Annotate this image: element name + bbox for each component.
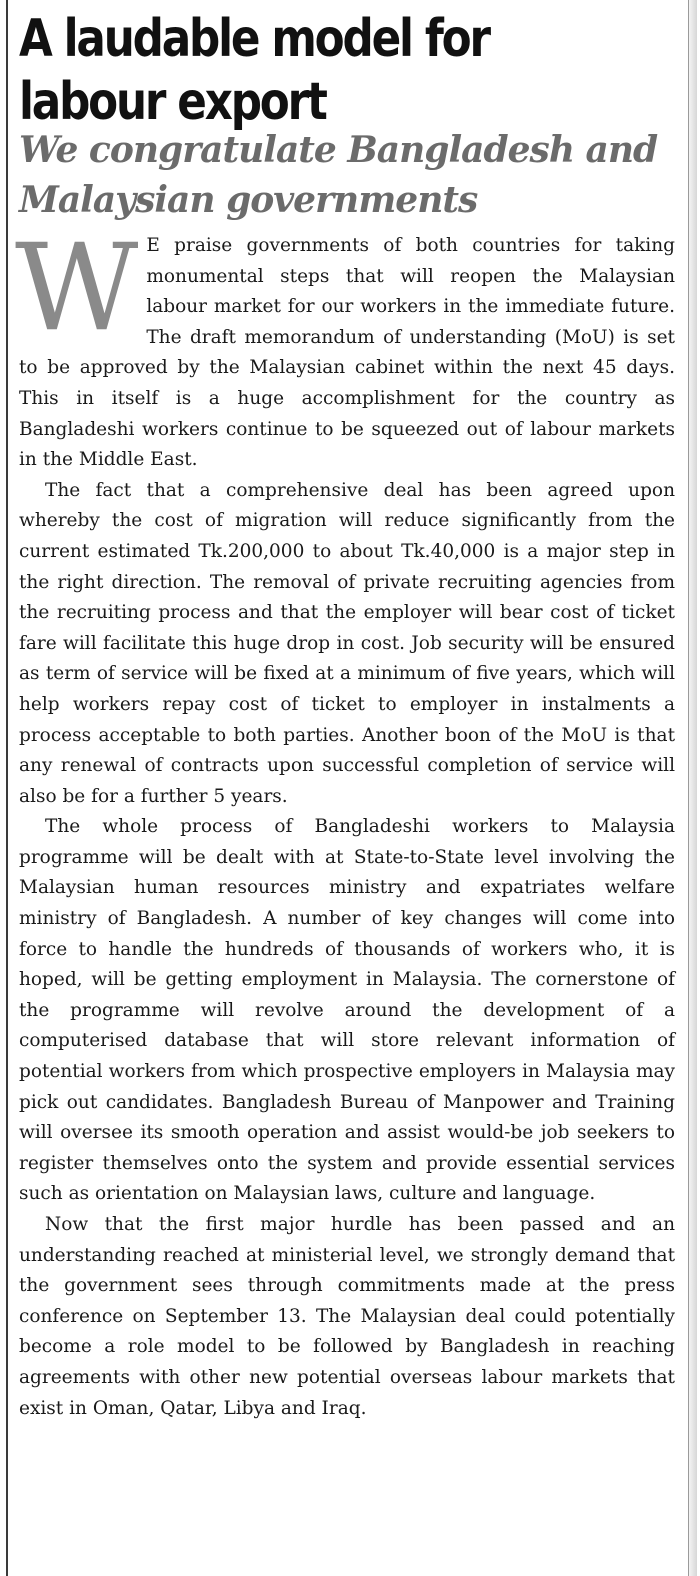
editorial-article xyxy=(15,8,675,1424)
article-headline xyxy=(19,8,489,134)
paragraph-1 xyxy=(15,219,675,476)
article-body xyxy=(15,219,675,1424)
subhead-line-1: We congratulate Bangladesh and xyxy=(19,129,658,171)
subhead-line-2: Malaysian governments xyxy=(19,179,478,221)
paragraph-2: The fact that a comprehensive deal has been agreed upon whereby the cost of migration will reduce significantly from the current estimated Tk.200,000 to about Tk.40,000 is a major step in the right direction. The removal of private recruiting agencies from the recruiting process and that the employer will bear cost of ticket fare will facilitate this huge drop in cost. Job security will be ensured as term of service will be fixed at a minimum of five years, which will help workers repay cost of ticket to employer in instalments a process acceptable to both parties. Another boon of the MoU is that any renewal of contracts upon successful completion of service will also be for a further 5 years. xyxy=(19,479,675,807)
paragraph-1-text: E praise governments of both countries for taking monumental steps that will reopen the Malaysian labour market for our workers in the immediate future. The draft memorandum of understanding (MoU) is set to be approved by the Malaysian cabinet within the next 45 days. This in itself is a huge accomplishment for the country as Bangladeshi workers continue to be squeezed out of labour markets in the Middle East. xyxy=(19,235,675,471)
paragraph-4: Now that the first major hurdle has been passed and an understanding reached at ministerial level, we strongly demand that the government sees through commitments made at the press conference on September 13. The Malaysian deal could potentially become a role model to be followed by Bangladesh in reaching agreements with other new potential overseas labour markets that exist in Oman, Qatar, Libya and Iraq. xyxy=(19,1214,675,1419)
headline-line-1: A laudable model for xyxy=(19,9,489,69)
paragraph-3: The whole process of Bangladeshi workers to Malaysia programme will be dealt with at State-to-State level involving the Malaysian human resources ministry and expatriates welfare ministry of Bangladesh. A number of key changes will come into force to handle the hundreds of thousands of workers who, it is hoped, will be getting employment in Malaysia. The cornerstone of the programme will revolve around the development of a computerised database that will store relevant information of potential workers from which prospective employers in Malaysia may pick out candidates. Bangladesh Bureau of Manpower and Training will oversee its smooth operation and assist would-be job seekers to register themselves onto the system and provide essential services such as orientation on Malaysian laws, culture and language. xyxy=(19,816,675,1205)
right-column-edge xyxy=(688,0,697,1576)
headline-line-2: labour export xyxy=(19,72,326,132)
article-subheadline xyxy=(19,125,675,225)
drop-cap: W xyxy=(15,219,135,358)
left-column-rule xyxy=(6,0,8,1576)
